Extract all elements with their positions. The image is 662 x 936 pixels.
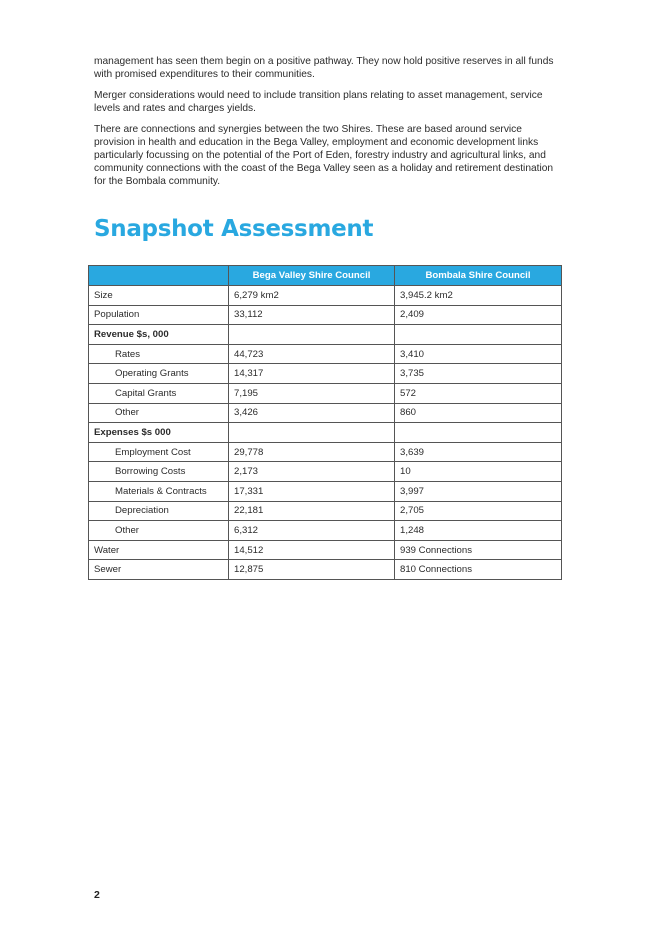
bombala-value: 2,409	[395, 305, 562, 325]
row-label: Depreciation	[89, 501, 229, 521]
bega-value: 14,317	[229, 364, 395, 384]
row-label: Operating Grants	[89, 364, 229, 384]
table-row	[89, 364, 562, 384]
table-row	[89, 521, 562, 541]
bombala-value: 10	[395, 462, 562, 482]
bega-value: 17,331	[229, 481, 395, 501]
bombala-value: 3,997	[395, 481, 562, 501]
header-blank	[89, 266, 229, 286]
table-row	[89, 560, 562, 580]
bombala-value: 572	[395, 383, 562, 403]
section-label-revenue: Revenue $s, 000	[89, 325, 229, 345]
table-row	[89, 462, 562, 482]
bega-value: 6,312	[229, 521, 395, 541]
bega-value: 44,723	[229, 344, 395, 364]
bega-value: 29,778	[229, 442, 395, 462]
row-label: Rates	[89, 344, 229, 364]
page-number: 2	[94, 889, 100, 901]
row-label: Size	[89, 286, 229, 306]
table-row	[89, 305, 562, 325]
row-label: Capital Grants	[89, 383, 229, 403]
bega-value: 22,181	[229, 501, 395, 521]
bega-value: 3,426	[229, 403, 395, 423]
table-row	[89, 383, 562, 403]
table-section-row	[89, 423, 562, 443]
body-text	[94, 55, 564, 196]
paragraph-management: management has seen them begin on a positive pathway. They now hold positive reserves in all funds with promised expenditures to their communities.	[94, 56, 554, 80]
snapshot-table	[88, 265, 562, 580]
bega-value: 12,875	[229, 560, 395, 580]
row-label: Sewer	[89, 560, 229, 580]
header-bombala: Bombala Shire Council	[395, 266, 562, 286]
bega-value: 14,512	[229, 540, 395, 560]
bega-value: 33,112	[229, 305, 395, 325]
bombala-value	[395, 423, 562, 443]
table-row	[89, 286, 562, 306]
bombala-value: 860	[395, 403, 562, 423]
bombala-value: 3,410	[395, 344, 562, 364]
table-header-row	[89, 266, 562, 286]
row-label: Borrowing Costs	[89, 462, 229, 482]
row-label: Water	[89, 540, 229, 560]
paragraph-connections: There are connections and synergies between the two Shires. These are based around service provision in health and education in the Bega Valley, employment and economic development links particularly focussing on the potential of the Port of Eden, forestry industry and agricultural links, and community connections with the coast of the Bega Valley seen as a holiday and retirement destination for the Bombala community.	[94, 124, 554, 187]
table-section-row	[89, 325, 562, 345]
table-row	[89, 442, 562, 462]
bega-value: 7,195	[229, 383, 395, 403]
bega-value: 6,279 km2	[229, 286, 395, 306]
bombala-value	[395, 325, 562, 345]
bega-value	[229, 325, 395, 345]
bega-value	[229, 423, 395, 443]
header-bega: Bega Valley Shire Council	[229, 266, 395, 286]
paragraph-merger: Merger considerations would need to include transition plans relating to asset management, service levels and rates and charges yields.	[94, 90, 543, 114]
table-row	[89, 344, 562, 364]
section-heading: Snapshot Assessment	[94, 216, 374, 242]
bombala-value: 3,639	[395, 442, 562, 462]
table-row	[89, 501, 562, 521]
row-label: Other	[89, 521, 229, 541]
bega-value: 2,173	[229, 462, 395, 482]
bombala-value: 810 Connections	[395, 560, 562, 580]
row-label: Materials & Contracts	[89, 481, 229, 501]
row-label: Other	[89, 403, 229, 423]
bombala-value: 2,705	[395, 501, 562, 521]
table-row	[89, 403, 562, 423]
bombala-value: 3,735	[395, 364, 562, 384]
bombala-value: 1,248	[395, 521, 562, 541]
bombala-value: 939 Connections	[395, 540, 562, 560]
section-label-expenses: Expenses $s 000	[89, 423, 229, 443]
bombala-value: 3,945.2 km2	[395, 286, 562, 306]
row-label: Employment Cost	[89, 442, 229, 462]
row-label: Population	[89, 305, 229, 325]
table-row	[89, 540, 562, 560]
table-row	[89, 481, 562, 501]
